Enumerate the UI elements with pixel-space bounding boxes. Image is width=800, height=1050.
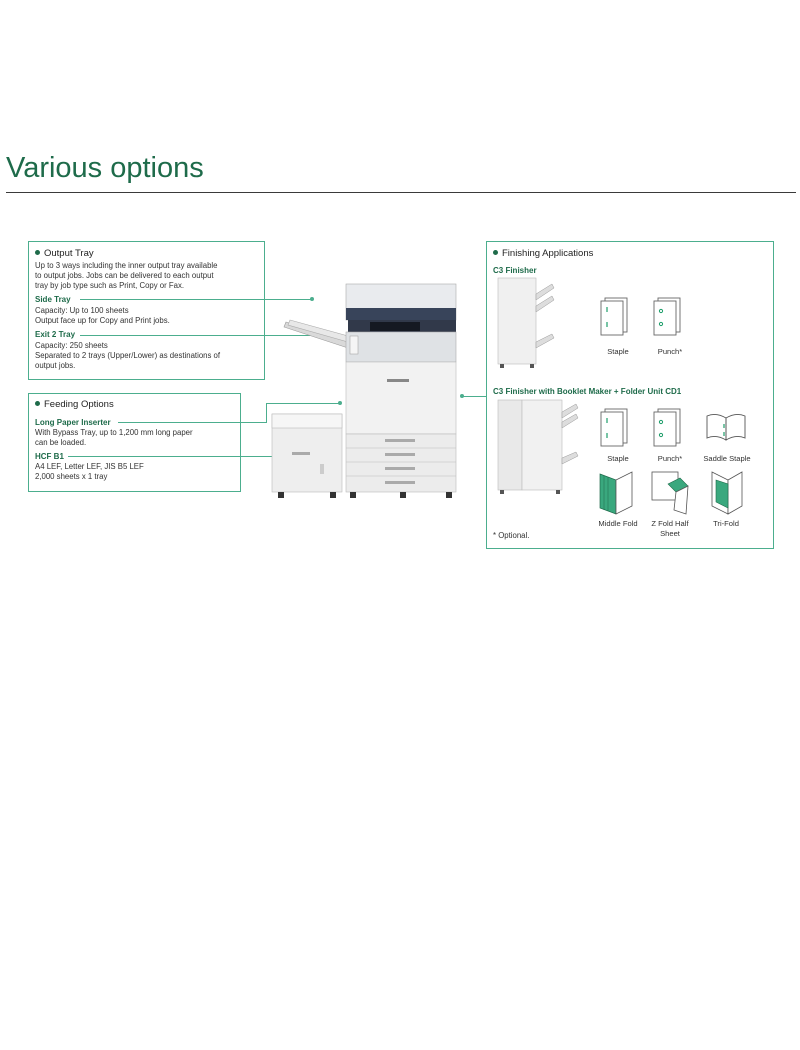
z-fold-label-line-2: Sheet	[660, 529, 680, 538]
bullet-icon	[493, 250, 498, 255]
punch-label: Punch*	[657, 347, 683, 356]
staple-label: Staple	[607, 454, 629, 463]
c3-booklet-finisher-illustration	[496, 398, 580, 498]
exit2-tray-line-2: Separated to 2 trays (Upper/Lower) as destinations of	[35, 351, 221, 360]
exit2-tray-line-1: Capacity: 250 sheets	[35, 341, 108, 350]
long-paper-line-1: With Bypass Tray, up to 1,200 mm long paper	[35, 428, 193, 437]
z-fold-icon	[650, 470, 690, 516]
tri-fold-icon-svg	[708, 470, 746, 516]
staple-icon	[600, 408, 630, 448]
feeding-options-heading: Feeding Options	[35, 399, 114, 410]
long-paper-line-2: can be loaded.	[35, 438, 87, 447]
tri-fold-icon	[708, 470, 746, 516]
staple-icon	[600, 297, 630, 337]
long-paper-leader	[118, 422, 266, 423]
finishing-applications-heading: Finishing Applications	[493, 248, 593, 259]
punch-icon-svg	[653, 408, 683, 448]
printer-drawing-svg	[270, 280, 470, 500]
exit2-tray-line-3: output jobs.	[35, 361, 76, 370]
side-tray-line-2: Output face up for Copy and Print jobs.	[35, 316, 170, 325]
bullet-icon	[35, 401, 40, 406]
finisher-leader	[462, 396, 486, 397]
hcf-title: HCF B1	[35, 452, 64, 461]
punch-label: Punch*	[657, 454, 683, 463]
page-title: Various options	[6, 152, 204, 184]
middle-fold-icon-svg	[598, 470, 634, 516]
long-paper-leader-vertical	[266, 403, 267, 423]
z-fold-icon-svg	[650, 470, 690, 516]
c3-finisher-svg	[496, 276, 556, 370]
c3-finisher-title: C3 Finisher	[493, 266, 537, 275]
hcf-line-2: 2,000 sheets x 1 tray	[35, 472, 108, 481]
side-tray-line-1: Capacity: Up to 100 sheets	[35, 306, 129, 315]
output-tray-line-1: Up to 3 ways including the inner output tray available	[35, 261, 218, 270]
exit2-tray-title: Exit 2 Tray	[35, 330, 76, 339]
output-tray-line-2: to output jobs. Jobs can be delivered to each output	[35, 271, 214, 280]
finisher-leader-dot	[460, 394, 464, 398]
tri-fold-label: Tri-Fold	[713, 519, 739, 528]
output-tray-line-3: tray by job type such as Print, Copy or Fax.	[35, 281, 185, 290]
punch-icon	[653, 297, 683, 337]
middle-fold-label: Middle Fold	[598, 519, 638, 528]
optional-note: * Optional.	[493, 531, 530, 540]
side-tray-title: Side Tray	[35, 295, 71, 304]
bullet-icon	[35, 250, 40, 255]
z-fold-label-line-1: Z Fold Half	[651, 519, 689, 528]
middle-fold-icon	[598, 470, 634, 516]
hcf-line-1: A4 LEF, Letter LEF, JIS B5 LEF	[35, 462, 144, 471]
saddle-staple-label: Saddle Staple	[703, 454, 751, 463]
c3-finisher-illustration	[496, 276, 556, 370]
punch-icon-svg	[653, 297, 683, 337]
staple-label: Staple	[607, 347, 629, 356]
saddle-staple-icon-svg	[704, 410, 748, 444]
punch-icon	[653, 408, 683, 448]
staple-icon-svg	[600, 297, 630, 337]
printer-illustration	[270, 280, 470, 500]
saddle-staple-icon	[704, 410, 748, 444]
title-divider	[6, 192, 796, 193]
long-paper-title: Long Paper Inserter	[35, 418, 111, 427]
c3-booklet-finisher-svg	[496, 398, 580, 498]
staple-icon-svg	[600, 408, 630, 448]
output-tray-heading: Output Tray	[35, 248, 94, 259]
c3-booklet-finisher-title: C3 Finisher with Booklet Maker + Folder Unit CD1	[493, 387, 682, 396]
